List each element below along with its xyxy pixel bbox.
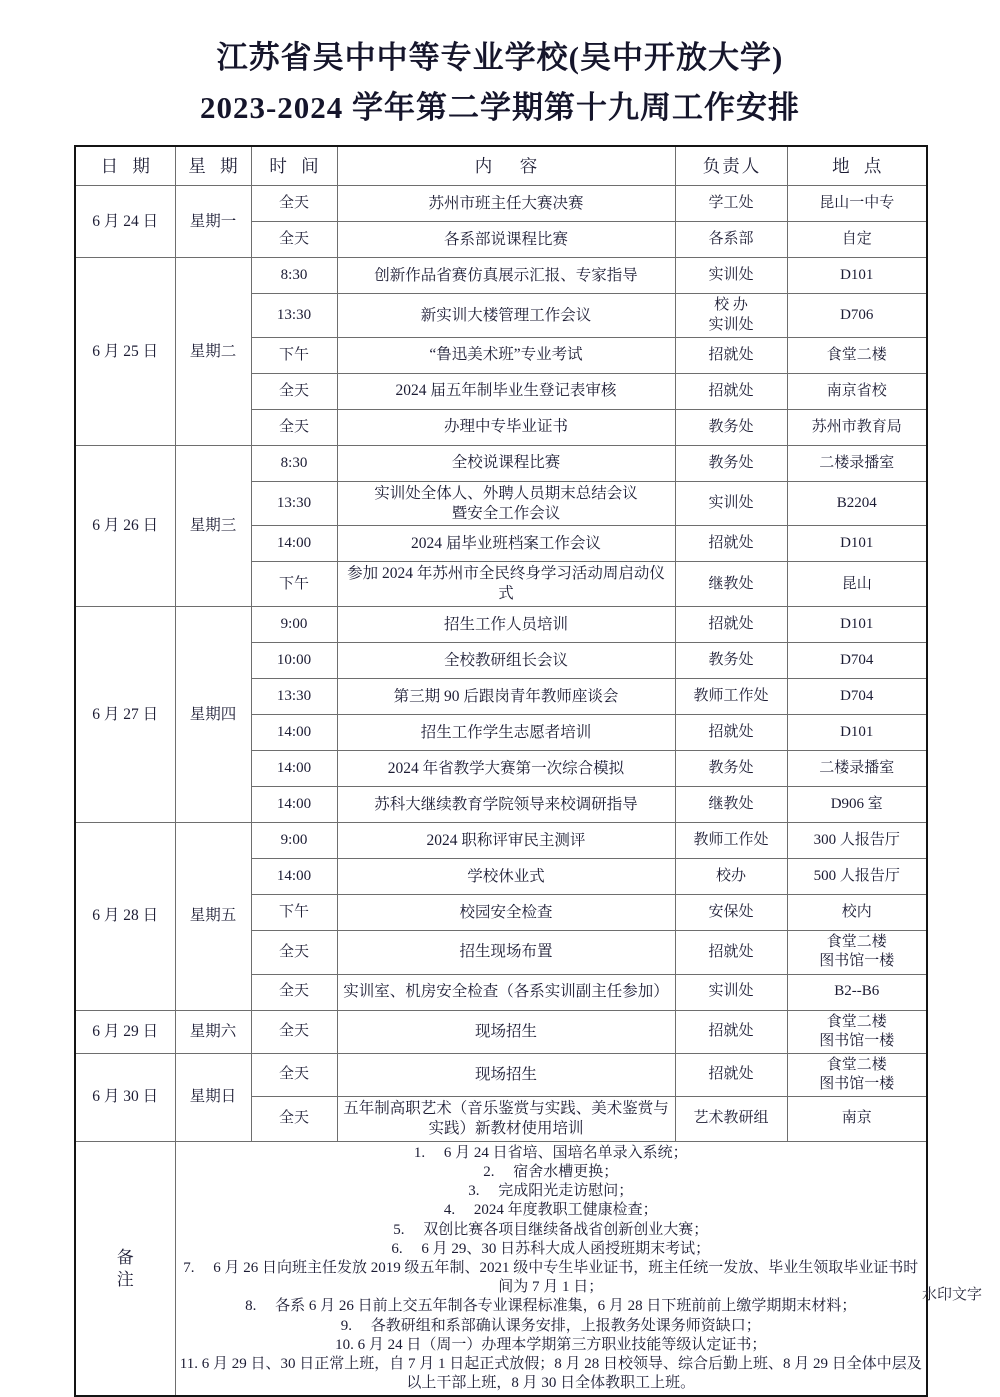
- cell-content: 2024 届毕业班档案工作会议: [337, 526, 675, 562]
- note-item: 4. 2024 年度教职工健康检查；: [443, 1202, 658, 1219]
- column-header-place: 地 点: [787, 146, 927, 186]
- cell-weekday: 星期日: [175, 1053, 251, 1141]
- cell-place: 南京省校: [787, 373, 927, 409]
- cell-content: 实训处全体人、外聘人员期末总结会议 暨安全工作会议: [337, 481, 675, 526]
- cell-owner: 教务处: [675, 409, 787, 445]
- note-item: 10. 6 月 24 日（周一）办理本学期第三方职业技能等级认定证书；: [335, 1336, 767, 1353]
- note-item: 3. 完成阳光走访慰问；: [468, 1183, 634, 1200]
- cell-content: 全校教研组长会议: [337, 643, 675, 679]
- cell-place: B2--B6: [787, 974, 927, 1010]
- cell-time: 全天: [251, 409, 337, 445]
- cell-content: 苏科大继续教育学院领导来校调研指导: [337, 787, 675, 823]
- cell-weekday: 星期四: [175, 607, 251, 823]
- cell-time: 全天: [251, 373, 337, 409]
- cell-time: 14:00: [251, 751, 337, 787]
- cell-place: D704: [787, 643, 927, 679]
- document-title-block: [0, 0, 1000, 131]
- cell-place: 食堂二楼: [787, 337, 927, 373]
- cell-owner: 实训处: [675, 481, 787, 526]
- cell-content: 招生工作人员培训: [337, 607, 675, 643]
- cell-content: 全校说课程比赛: [337, 445, 675, 481]
- column-header-time: 时 间: [251, 146, 337, 186]
- cell-owner: 学工处: [675, 186, 787, 222]
- cell-owner: 实训处: [675, 258, 787, 294]
- cell-place: D706: [787, 294, 927, 337]
- cell-content: 招生工作学生志愿者培训: [337, 715, 675, 751]
- cell-owner: 安保处: [675, 895, 787, 931]
- cell-owner: 招就处: [675, 607, 787, 643]
- cell-weekday: 星期五: [175, 823, 251, 1010]
- cell-content: 新实训大楼管理工作会议: [337, 294, 675, 337]
- cell-place: 自定: [787, 222, 927, 258]
- note-item: 6. 6 月 29、30 日苏科大成人函授班期末考试；: [391, 1240, 711, 1257]
- cell-content: 各系部说课程比赛: [337, 222, 675, 258]
- cell-content: 2024 职称评审民主测评: [337, 823, 675, 859]
- cell-content: 第三期 90 后跟岗青年教师座谈会: [337, 679, 675, 715]
- note-item: 11. 6 月 29 日、30 日正常上班，自 7 月 1 日起正式放假；8 月 28 日校领导、综合后勤上班、8 月 29 日全体中层及以上干部上班，8 月 30 日全体教职工上班。: [179, 1355, 922, 1392]
- cell-owner: 招就处: [675, 931, 787, 974]
- cell-time: 13:30: [251, 481, 337, 526]
- cell-place: 苏州市教育局: [787, 409, 927, 445]
- cell-place: 食堂二楼 图书馆一楼: [787, 1010, 927, 1053]
- cell-time: 13:30: [251, 679, 337, 715]
- cell-time: 13:30: [251, 294, 337, 337]
- cell-place: D101: [787, 715, 927, 751]
- cell-place: 二楼录播室: [787, 751, 927, 787]
- column-header-content: 内 容: [337, 146, 675, 186]
- cell-place: D906 室: [787, 787, 927, 823]
- cell-content: 2024 届五年制毕业生登记表审核: [337, 373, 675, 409]
- notes-label: [75, 1141, 175, 1396]
- notes-body: [175, 1141, 927, 1396]
- cell-owner: 教务处: [675, 751, 787, 787]
- cell-owner: 校 办 实训处: [675, 294, 787, 337]
- cell-owner: 教师工作处: [675, 823, 787, 859]
- cell-place: 昆山一中专: [787, 186, 927, 222]
- cell-place: 300 人报告厅: [787, 823, 927, 859]
- cell-owner: 招就处: [675, 526, 787, 562]
- cell-place: D704: [787, 679, 927, 715]
- table-row: [75, 445, 927, 481]
- school-name-title: 江苏省吴中中等专业学校(吴中开放大学): [216, 40, 784, 75]
- cell-content: 校园安全检查: [337, 895, 675, 931]
- cell-owner: 招就处: [675, 715, 787, 751]
- cell-weekday: 星期三: [175, 445, 251, 606]
- cell-content: 招生现场布置: [337, 931, 675, 974]
- column-header-date: 日 期: [75, 146, 175, 186]
- cell-content: 办理中专毕业证书: [337, 409, 675, 445]
- cell-owner: 招就处: [675, 373, 787, 409]
- cell-place: 校内: [787, 895, 927, 931]
- cell-weekday: 星期六: [175, 1010, 251, 1053]
- cell-owner: 教务处: [675, 643, 787, 679]
- schedule-subtitle: 2023-2024 学年第二学期第十九周工作安排: [199, 89, 801, 125]
- cell-place: 南京: [787, 1097, 927, 1142]
- cell-owner: 校办: [675, 859, 787, 895]
- table-row: [75, 1053, 927, 1096]
- cell-owner: 招就处: [675, 1010, 787, 1053]
- note-item: 2. 宿舍水槽更换；: [483, 1164, 619, 1181]
- cell-time: 8:30: [251, 445, 337, 481]
- cell-place: D101: [787, 258, 927, 294]
- notes-label-char-2: 注: [116, 1269, 134, 1289]
- cell-time: 全天: [251, 931, 337, 974]
- cell-date: 6 月 30 日: [75, 1053, 175, 1141]
- cell-content: 五年制高职艺术（音乐鉴赏与实践、美术鉴赏与 实践）新教材使用培训: [337, 1097, 675, 1142]
- column-header-owner: 负责人: [675, 146, 787, 186]
- cell-time: 14:00: [251, 526, 337, 562]
- cell-place: D101: [787, 526, 927, 562]
- table-row: [75, 1010, 927, 1053]
- cell-place: 500 人报告厅: [787, 859, 927, 895]
- cell-time: 下午: [251, 562, 337, 607]
- cell-time: 14:00: [251, 715, 337, 751]
- cell-content: 实训室、机房安全检查（各系实训副主任参加）: [337, 974, 675, 1010]
- weekly-schedule-table: [74, 145, 928, 1397]
- cell-place: B2204: [787, 481, 927, 526]
- cell-place: D101: [787, 607, 927, 643]
- cell-owner: 实训处: [675, 974, 787, 1010]
- table-row: [75, 258, 927, 294]
- cell-date: 6 月 29 日: [75, 1010, 175, 1053]
- cell-content: 创新作品省赛仿真展示汇报、专家指导: [337, 258, 675, 294]
- cell-time: 8:30: [251, 258, 337, 294]
- cell-place: 食堂二楼 图书馆一楼: [787, 1053, 927, 1096]
- table-header: [75, 146, 927, 186]
- notes-row: [75, 1141, 927, 1396]
- note-item: 1. 6 月 24 日省培、国培名单录入系统；: [413, 1144, 688, 1161]
- cell-time: 下午: [251, 337, 337, 373]
- cell-time: 全天: [251, 222, 337, 258]
- column-header-weekday: 星 期: [175, 146, 251, 186]
- watermark-label: 水印文字: [921, 1287, 982, 1303]
- cell-time: 14:00: [251, 859, 337, 895]
- header-row: [75, 146, 927, 186]
- cell-owner: 继教处: [675, 787, 787, 823]
- cell-weekday: 星期二: [175, 258, 251, 445]
- notes-label-char-1: 备: [116, 1247, 134, 1267]
- cell-date: 6 月 25 日: [75, 258, 175, 445]
- cell-owner: 教师工作处: [675, 679, 787, 715]
- table-row: [75, 186, 927, 222]
- cell-time: 全天: [251, 1097, 337, 1142]
- table-row: [75, 607, 927, 643]
- note-item: 8. 各系 6 月 26 日前上交五年制各专业课程标准集，6 月 28 日下班前前上缴学期期末材料；: [245, 1298, 857, 1315]
- cell-date: 6 月 24 日: [75, 186, 175, 258]
- cell-content: 学校休业式: [337, 859, 675, 895]
- cell-time: 9:00: [251, 823, 337, 859]
- cell-owner: 艺术教研组: [675, 1097, 787, 1142]
- note-item: 5. 双创比赛各项目继续备战省创新创业大赛；: [393, 1221, 709, 1238]
- cell-owner: 各系部: [675, 222, 787, 258]
- cell-time: 全天: [251, 1053, 337, 1096]
- cell-time: 9:00: [251, 607, 337, 643]
- note-item: 7. 6 月 26 日向班主任发放 2019 级五年制、2021 级中专生毕业证书，班主任统一发放、毕业生领取毕业证书时间为 7 月 1 日；: [183, 1260, 919, 1296]
- note-item: 9. 各教研组和系部确认课务安排，上报教务处课务师资缺口；: [340, 1317, 761, 1334]
- cell-place: 昆山: [787, 562, 927, 607]
- cell-date: 6 月 26 日: [75, 445, 175, 606]
- cell-content: 现场招生: [337, 1010, 675, 1053]
- cell-weekday: 星期一: [175, 186, 251, 258]
- cell-time: 10:00: [251, 643, 337, 679]
- cell-owner: 教务处: [675, 445, 787, 481]
- cell-time: 14:00: [251, 787, 337, 823]
- cell-owner: 招就处: [675, 337, 787, 373]
- cell-owner: 招就处: [675, 1053, 787, 1096]
- cell-content: “鲁迅美术班”专业考试: [337, 337, 675, 373]
- cell-place: 食堂二楼 图书馆一楼: [787, 931, 927, 974]
- cell-time: 全天: [251, 1010, 337, 1053]
- table-row: [75, 823, 927, 859]
- table-body: [75, 186, 927, 1396]
- cell-time: 全天: [251, 186, 337, 222]
- cell-content: 参加 2024 年苏州市全民终身学习活动周启动仪式: [337, 562, 675, 607]
- cell-content: 现场招生: [337, 1053, 675, 1096]
- cell-date: 6 月 27 日: [75, 607, 175, 823]
- cell-content: 苏州市班主任大赛决赛: [337, 186, 675, 222]
- cell-place: 二楼录播室: [787, 445, 927, 481]
- cell-date: 6 月 28 日: [75, 823, 175, 1010]
- cell-content: 2024 年省教学大赛第一次综合模拟: [337, 751, 675, 787]
- cell-time: 下午: [251, 895, 337, 931]
- cell-owner: 继教处: [675, 562, 787, 607]
- cell-time: 全天: [251, 974, 337, 1010]
- schedule-table-wrapper: [74, 145, 926, 1397]
